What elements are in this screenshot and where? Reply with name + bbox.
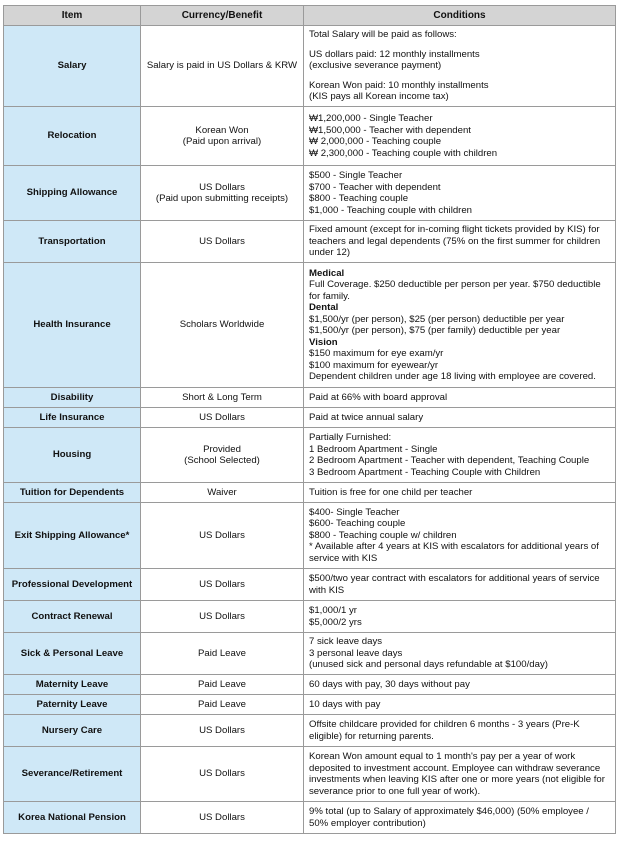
- condition-line: $100 maximum for eyewear/yr: [309, 359, 439, 371]
- conditions-cell: [304, 747, 616, 802]
- table-row: [4, 263, 616, 388]
- condition-line: ₩ 2,000,000 - Teaching couple: [309, 136, 442, 147]
- table-row: [4, 107, 616, 166]
- currency-text: US Dollars: [199, 529, 245, 541]
- condition-line: Partially Furnished:: [309, 432, 392, 443]
- table-row: [4, 569, 616, 601]
- currency-cell: [141, 166, 304, 221]
- condition-line: Paid at 66% with board approval: [309, 391, 448, 403]
- item-cell: Housing: [4, 428, 141, 483]
- table-row: [4, 601, 616, 633]
- currency-text: Waiver: [207, 486, 237, 498]
- item-cell: Paternity Leave: [4, 695, 141, 715]
- condition-line: $800 - Teaching couple: [309, 193, 409, 204]
- condition-line: $800 - Teaching couple w/ children: [309, 529, 457, 541]
- item-cell: Professional Development: [4, 569, 141, 601]
- currency-cell: [141, 388, 304, 408]
- table-row: [4, 802, 616, 834]
- condition-line: $500 - Single Teacher: [309, 170, 403, 181]
- condition-line: Dependent children under age 18 living with employee are covered.: [309, 371, 596, 382]
- item-cell: Life Insurance: [4, 408, 141, 428]
- currency-text: US Dollars: [199, 181, 245, 193]
- table-row: [4, 388, 616, 408]
- header-conditions: Conditions: [304, 6, 616, 26]
- condition-line: 2 Bedroom Apartment - Teacher with dependent, Teaching Couple: [309, 455, 590, 466]
- currency-text: Paid Leave: [197, 698, 246, 710]
- item-cell: Disability: [4, 388, 141, 408]
- header-currency: Currency/Benefit: [141, 6, 304, 26]
- item-cell: Nursery Care: [4, 715, 141, 747]
- condition-line: $500/two year contract with escalators for additional years of service with KIS: [309, 573, 600, 596]
- conditions-cell: [304, 166, 616, 221]
- conditions-cell: [304, 26, 616, 107]
- condition-line: $1,000/1 yr: [309, 605, 358, 616]
- condition-line: Korean Won amount equal to 1 month's pay per a year of work deposited to investment account. Employee can withdraw severance investments when leaving KIS after one or more years (not eligible for severance prior to one full year of work).: [309, 751, 605, 797]
- currency-cell: [141, 715, 304, 747]
- condition-line: $150 maximum for eye exam/yr: [309, 348, 444, 359]
- currency-text: Paid Leave: [197, 647, 246, 659]
- currency-cell: [141, 695, 304, 715]
- table-row: [4, 633, 616, 675]
- conditions-cell: [304, 107, 616, 166]
- conditions-cell: [304, 503, 616, 569]
- currency-text: US Dollars: [199, 610, 245, 622]
- table-row: [4, 695, 616, 715]
- header-row: [4, 6, 616, 26]
- condition-line: $1,500/yr (per person), $75 (per family) deductible per year: [309, 325, 561, 336]
- table-row: [4, 747, 616, 802]
- condition-line: (KIS pays all Korean income tax): [309, 91, 449, 103]
- conditions-cell: [304, 428, 616, 483]
- condition-line: $400- Single Teacher: [309, 506, 400, 518]
- item-cell: Korea National Pension: [4, 802, 141, 834]
- condition-line: * Available after 4 years at KIS with escalators for additional years of service with KIS: [309, 541, 599, 564]
- item-cell: Health Insurance: [4, 263, 141, 388]
- currency-text: US Dollars: [199, 724, 245, 736]
- table-row: [4, 503, 616, 569]
- currency-text: Paid Leave: [197, 678, 246, 690]
- currency-cell: [141, 747, 304, 802]
- item-cell: Salary: [4, 26, 141, 107]
- currency-text: US Dollars: [199, 411, 245, 423]
- currency-cell: [141, 633, 304, 675]
- condition-line: Tuition is free for one child per teacher: [309, 486, 473, 498]
- benefits-table: [3, 5, 616, 834]
- table-row: [4, 483, 616, 503]
- table-row: [4, 166, 616, 221]
- item-cell: Shipping Allowance: [4, 166, 141, 221]
- condition-line: 7 sick leave days: [309, 636, 383, 648]
- dental-heading: Dental: [309, 302, 339, 313]
- item-cell: Exit Shipping Allowance*: [4, 503, 141, 569]
- condition-line: 3 personal leave days: [309, 647, 403, 659]
- conditions-cell: [304, 569, 616, 601]
- condition-line: $5,000/2 yrs: [309, 616, 362, 628]
- table-row: [4, 408, 616, 428]
- currency-cell: [141, 263, 304, 388]
- currency-cell: [141, 221, 304, 263]
- conditions-cell: [304, 483, 616, 503]
- table-row: [4, 221, 616, 263]
- condition-line: Total Salary will be paid as follows:: [309, 29, 457, 41]
- currency-text: Scholars Worldwide: [179, 319, 265, 331]
- currency-note: (School Selected): [184, 455, 260, 466]
- conditions-cell: [304, 633, 616, 675]
- condition-line: ₩1,200,000 - Single Teacher: [309, 113, 433, 124]
- condition-line: $600- Teaching couple: [309, 518, 406, 530]
- condition-line: Korean Won paid: 10 monthly installments: [309, 79, 489, 91]
- condition-line: Paid at twice annual salary: [309, 411, 424, 423]
- condition-line: 1 Bedroom Apartment - Single: [309, 443, 438, 455]
- conditions-cell: [304, 263, 616, 388]
- condition-line: (unused sick and personal days refundable at $100/day): [309, 659, 548, 671]
- item-cell: Maternity Leave: [4, 675, 141, 695]
- condition-line: US dollars paid: 12 monthly installments: [309, 48, 480, 60]
- currency-text: US Dollars: [199, 811, 245, 823]
- conditions-cell: [304, 601, 616, 633]
- condition-line: Fixed amount (except for in-coming flight tickets provided by KIS) for teachers and legal dependents (75% on the first summer for children under 12): [309, 224, 601, 259]
- currency-cell: [141, 26, 304, 107]
- condition-line: (exclusive severance payment): [309, 60, 442, 72]
- currency-cell: [141, 802, 304, 834]
- currency-note: (Paid upon submitting receipts): [155, 193, 289, 204]
- currency-text: US Dollars: [199, 235, 245, 247]
- currency-cell: [141, 675, 304, 695]
- currency-cell: [141, 408, 304, 428]
- table-row: [4, 428, 616, 483]
- currency-note: (Paid upon arrival): [182, 136, 262, 147]
- condition-line: $1,000 - Teaching couple with children: [309, 204, 473, 216]
- conditions-cell: [304, 802, 616, 834]
- condition-line: ₩ 2,300,000 - Teaching couple with children: [309, 147, 498, 159]
- table-row: [4, 715, 616, 747]
- conditions-cell: [304, 675, 616, 695]
- table-row: [4, 675, 616, 695]
- condition-line: 9% total (up to Salary of approximately $46,000) (50% employee / 50% employer contribution): [309, 806, 589, 829]
- condition-line: 10 days with pay: [309, 698, 381, 710]
- currency-cell: [141, 601, 304, 633]
- condition-line: Offsite childcare provided for children 6 months - 3 years (Pre-K eligible) for returning parents.: [309, 719, 580, 742]
- vision-heading: Vision: [309, 336, 338, 348]
- condition-line: ₩1,500,000 - Teacher with dependent: [309, 124, 471, 136]
- condition-line: Full Coverage. $250 deductible per person per year. $750 deductible for family.: [309, 279, 601, 302]
- currency-text: Korean Won: [195, 124, 249, 136]
- conditions-cell: [304, 408, 616, 428]
- currency-cell: [141, 483, 304, 503]
- currency-cell: [141, 107, 304, 166]
- condition-line: $1,500/yr (per person), $25 (per person) deductible per year: [309, 313, 565, 325]
- currency-text: Provided: [203, 443, 241, 455]
- currency-text: US Dollars: [199, 768, 245, 780]
- currency-text: Salary is paid in US Dollars & KRW: [146, 60, 298, 72]
- currency-text: US Dollars: [199, 578, 245, 590]
- benefits-table-wrapper: [3, 5, 615, 834]
- item-cell: Tuition for Dependents: [4, 483, 141, 503]
- item-cell: Transportation: [4, 221, 141, 263]
- table-row: [4, 26, 616, 107]
- condition-line: $700 - Teacher with dependent: [309, 181, 441, 193]
- medical-heading: Medical: [309, 267, 345, 279]
- item-cell: Relocation: [4, 107, 141, 166]
- currency-cell: [141, 503, 304, 569]
- conditions-cell: [304, 221, 616, 263]
- item-cell: Sick & Personal Leave: [4, 633, 141, 675]
- currency-text: Short & Long Term: [182, 391, 262, 403]
- conditions-cell: [304, 388, 616, 408]
- item-cell: Contract Renewal: [4, 601, 141, 633]
- conditions-cell: [304, 715, 616, 747]
- header-item: Item: [4, 6, 141, 26]
- condition-line: 3 Bedroom Apartment - Teaching Couple with Children: [309, 466, 541, 478]
- currency-cell: [141, 569, 304, 601]
- condition-line: 60 days with pay, 30 days without pay: [309, 678, 470, 690]
- item-cell: Severance/Retirement: [4, 747, 141, 802]
- currency-cell: [141, 428, 304, 483]
- conditions-cell: [304, 695, 616, 715]
